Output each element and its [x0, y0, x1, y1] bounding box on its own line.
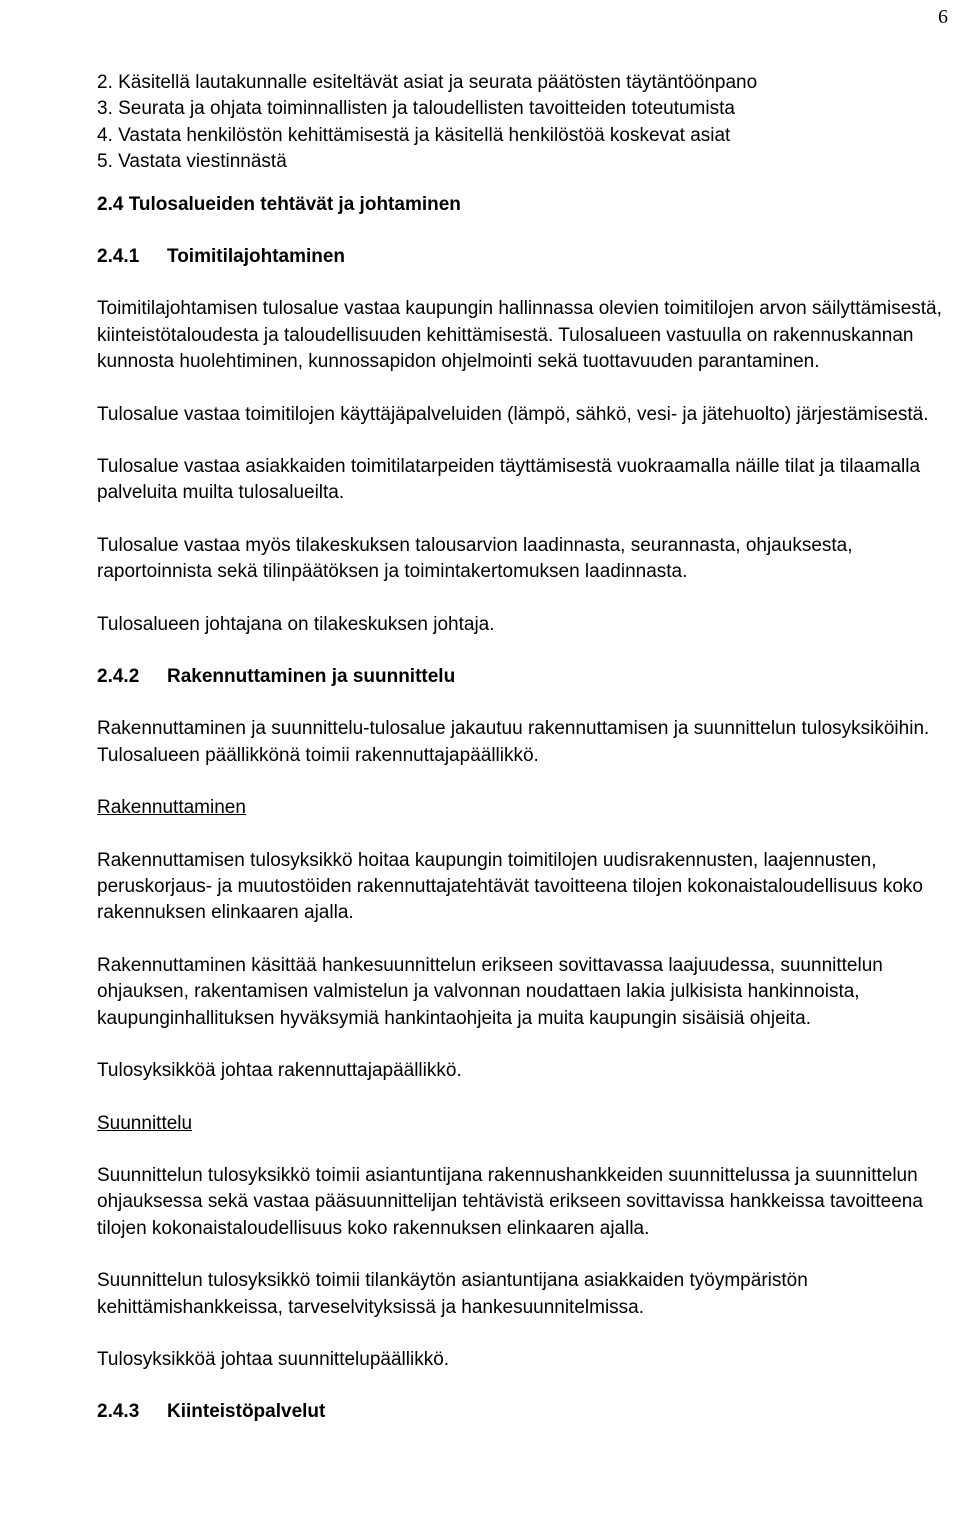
list-item: 2. Käsitellä lautakunnalle esiteltävät asiat ja seurata päätösten täytäntöönpano: [97, 72, 758, 93]
paragraph: Suunnittelun tulosyksikkö toimii asiantuntijana rakennushankkeiden suunnittelussa ja suunnittelun ohjauksessa sekä vastaa pääsuunnittelijan tehtävistä erikseen sovittavissa hankkeissa tavoitteena tilojen kokonaistaloudellisuus koko rakennuksen elinkaaren ajalla.: [97, 1164, 923, 1239]
section-heading-2-4-1: [97, 244, 955, 270]
list-item: 3. Seurata ja ohjata toiminnallisten ja taloudellisten tavoitteiden toteutumista: [97, 98, 735, 120]
section-title: Kiinteistöpalvelut: [167, 1401, 326, 1423]
paragraph: Tulosalue vastaa asiakkaiden toimitilatarpeiden täyttämisestä vuokraamalla näille tilat ja tilaamalla palveluita muilta tulosalueilta.: [97, 456, 921, 504]
section-title: Rakennuttaminen ja suunnittelu: [167, 666, 456, 688]
paragraph: Tulosalue vastaa myös tilakeskuksen talousarvion laadinnasta, seurannasta, ohjauksesta, raportoinnista sekä tilinpäätöksen ja toimintakertomuksen laadinnasta.: [97, 534, 853, 583]
section-heading-2-4-2: [97, 664, 955, 690]
section-title: Toimitilajohtaminen: [167, 245, 346, 267]
paragraph: Suunnittelun tulosyksikkö toimii tilankäytön asiantuntijana asiakkaiden työympäristön kehittämishankkeissa, tarveselvityksissä ja hankesuunnitelmissa.: [97, 1270, 808, 1318]
paragraph: Tulosyksikköä johtaa suunnittelupäällikkö.: [97, 1348, 450, 1370]
subheading-suunnittelu: Suunnittelu: [97, 1112, 193, 1134]
section-heading-2-4-3: [97, 1399, 955, 1425]
paragraph: Tulosalue vastaa toimitilojen käyttäjäpalveluiden (lämpö, sähkö, vesi- ja jätehuolto) järjestämisestä.: [97, 403, 929, 425]
section-number: 2.4.2: [97, 666, 140, 688]
section-number: 2.4.3: [97, 1401, 140, 1423]
subheading-rakennuttaminen: Rakennuttaminen: [97, 797, 246, 819]
section-number: 2.4.1: [97, 245, 140, 267]
paragraph: Rakennuttamisen tulosyksikkö hoitaa kaupungin toimitilojen uudisrakennusten, laajennusten, peruskorjaus- ja muutostöiden rakennuttajatehtävät tavoitteena tilojen kokonaistaloudellisuus koko rakennuksen elinkaaren ajalla.: [97, 849, 923, 924]
document-body: [97, 70, 955, 1426]
paragraph: Tulosalueen johtajana on tilakeskuksen johtaja.: [97, 613, 495, 635]
section-heading-2-4: 2.4 Tulosalueiden tehtävät ja johtaminen: [97, 193, 461, 215]
task-list: [97, 70, 955, 176]
paragraph: Toimitilajohtamisen tulosalue vastaa kaupungin hallinnassa olevien toimitilojen arvon säilyttämisestä, kiinteistötaloudesta ja taloudellisuuden kehittämisestä. Tulosalueen vastuulla on rakennuskannan kunnosta huolehtiminen, kunnossapidon ohjelmointi sekä tuottavuuden parantaminen.: [97, 298, 942, 373]
paragraph: Rakennuttaminen ja suunnittelu-tulosalue jakautuu rakennuttamisen ja suunnittelun tulosyksiköihin. Tulosalueen päällikkönä toimii rakennuttajapäällikkö.: [97, 718, 930, 766]
list-item: 5. Vastata viestinnästä: [97, 151, 287, 173]
paragraph: Rakennuttaminen käsittää hankesuunnittelun erikseen sovittavassa laajuudessa, suunnittelun ohjauksen, rakentamisen valmistelun ja valvonnan noudattaen lakia julkisista hankinnoista, kaupunginhallituksen hyväksymiä hankintaohjeita ja muita kaupungin sisäisiä ohjeita.: [97, 954, 883, 1029]
page-number: 6: [938, 6, 948, 28]
paragraph: Tulosyksikköä johtaa rakennuttajapäällikkö.: [97, 1060, 462, 1082]
list-item: 4. Vastata henkilöstön kehittämisestä ja käsitellä henkilöstöä koskevat asiat: [97, 124, 731, 146]
